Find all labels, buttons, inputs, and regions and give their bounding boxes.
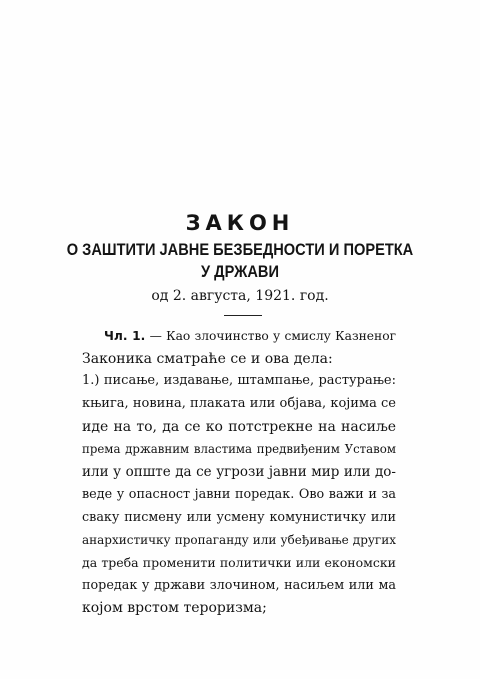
law-date: од 2. августа, 1921. год. [151,288,329,304]
article-line-2: Законика сматраће се и ова дела: [82,350,333,367]
article-line-3: 1.) писање, издавање, штампање, растурање: [82,373,396,389]
article-line-1-text: — Као злочинство у смислу Казненог [149,329,396,343]
article-line-7: или у опште да се угрози јавни мир или до- [82,464,396,481]
article-line-10: анархистичку пропаганду или убеђивање других [82,533,396,548]
law-subtitle-line-2: У ДРЖАВИ [201,262,279,281]
article-line-11: да треба променити политички или економски [82,554,396,570]
article-line-13: којом врстом тероризма; [82,600,267,617]
article-body [82,325,396,620]
law-title: ЗАКОН [185,211,295,235]
article-line-5: иде на то, да се ко потстрекне на насиље [82,418,396,435]
article-line-12: поредак у држави злочином, насиљем или ма [82,577,396,593]
article-label: Чл. 1. [104,329,146,343]
article-line-6: према државним властима предвиђеним Уставом [82,442,396,457]
article-line-8: веде у опасност јавни поредак. Ово важи и за [82,486,396,502]
separator-rule [224,315,262,316]
article-line-4: књига, новина, плаката или објава, којима се [82,396,396,412]
article-line-9: сваку писмену или усмену комунистичку или [82,509,396,525]
law-subtitle-line-1: О ЗАШТИТИ ЈАВНЕ БЕЗБЕДНОСТИ И ПОРЕТКА [66,240,414,259]
article-line-1 [82,325,396,348]
